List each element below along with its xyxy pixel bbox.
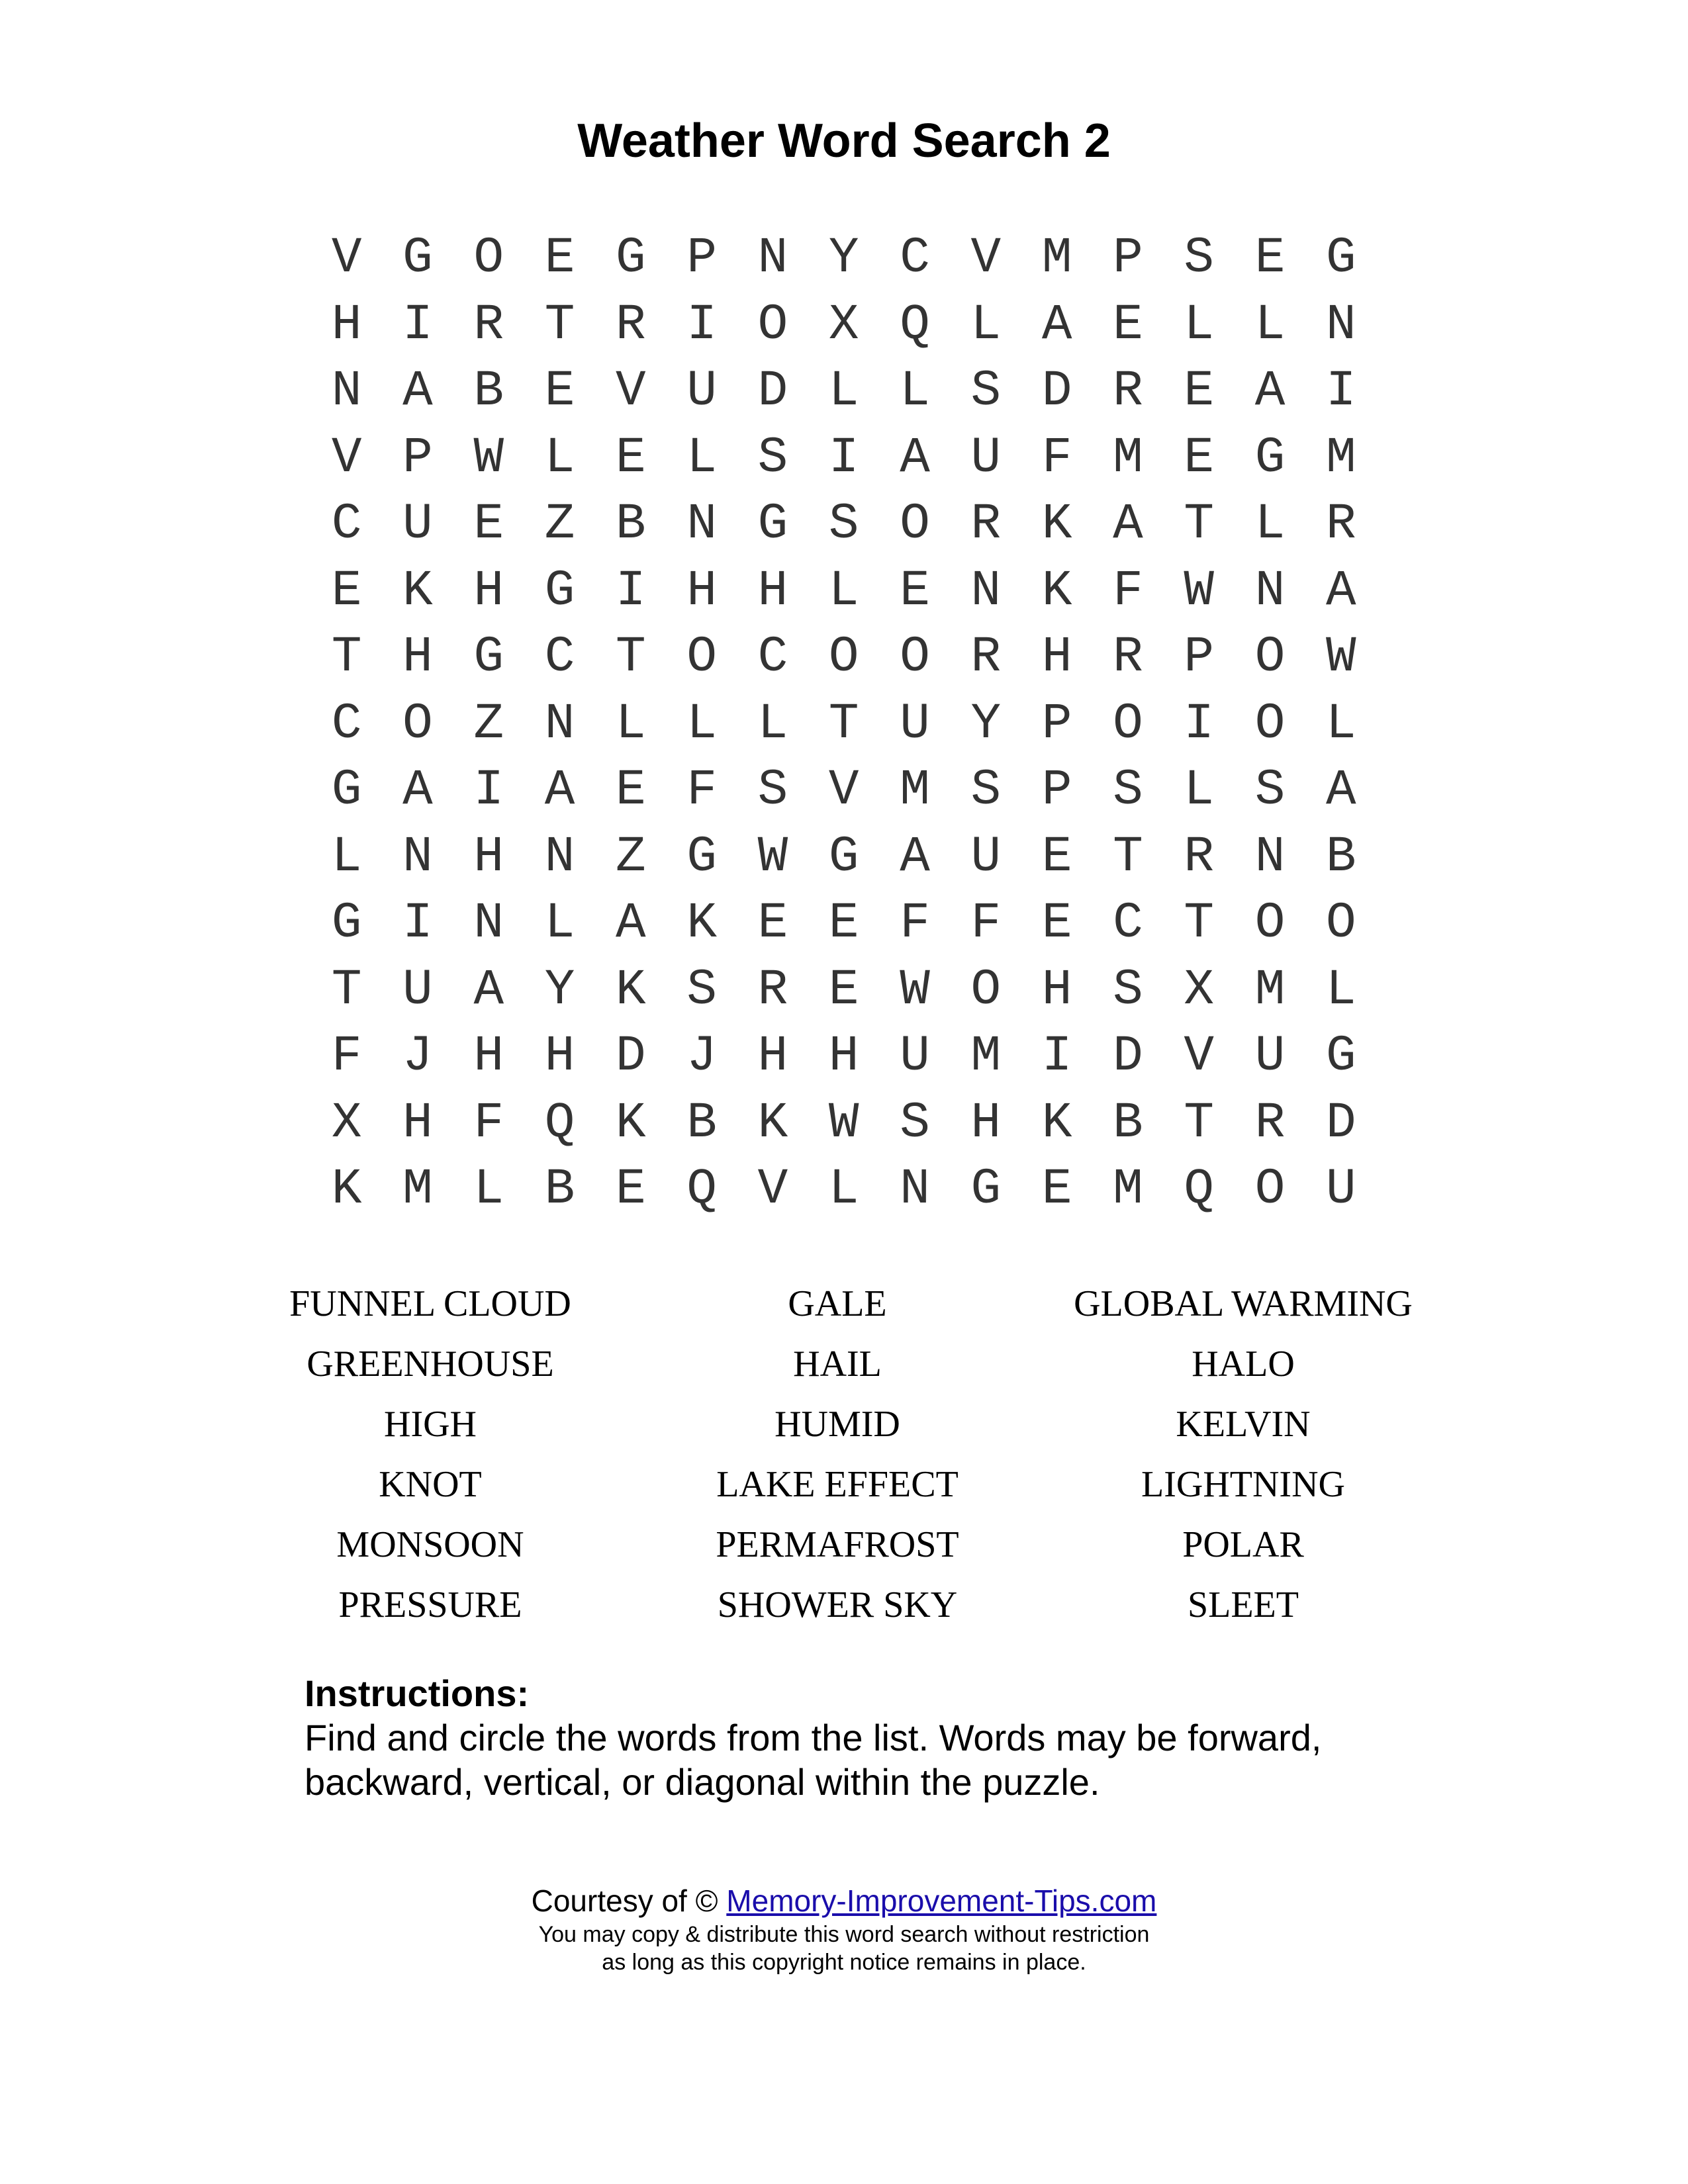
grid-letter: L — [970, 296, 1002, 353]
grid-letter: K — [331, 1161, 362, 1218]
grid-letter: D — [1041, 363, 1072, 420]
grid-letter: F — [900, 895, 930, 952]
grid-letter: R — [1326, 496, 1356, 553]
grid-letter: G — [1326, 1028, 1356, 1085]
grid-letter: R — [757, 961, 788, 1019]
grid-letter: G — [331, 895, 362, 952]
grid-letter: P — [402, 429, 433, 486]
grid-letter: R — [473, 296, 504, 353]
grid-letter: Y — [544, 961, 575, 1019]
grid-letter: O — [1254, 1161, 1286, 1218]
grid-letter: S — [1254, 762, 1286, 819]
grid-letter: H — [473, 1028, 504, 1085]
instructions-heading: Instructions: — [305, 1672, 530, 1714]
grid-letter: S — [900, 1094, 930, 1152]
grid-letter: U — [900, 1028, 930, 1085]
grid-letter: Z — [544, 496, 575, 553]
grid-letter: L — [828, 562, 859, 619]
grid-row — [311, 425, 1377, 492]
grid-letter: L — [828, 363, 859, 420]
grid-letter: G — [1326, 230, 1356, 287]
word-list-item: GREENHOUSE — [306, 1343, 554, 1385]
grid-letter: I — [828, 429, 859, 486]
grid-letter: E — [473, 496, 504, 553]
grid-letter: I — [1326, 363, 1356, 420]
grid-letter: H — [828, 1028, 859, 1085]
grid-letter: H — [402, 629, 433, 686]
grid-letter: G — [402, 230, 433, 287]
grid-letter: O — [402, 695, 433, 752]
grid-letter: N — [544, 828, 575, 886]
grid-letter: U — [686, 363, 717, 420]
grid-letter: O — [900, 629, 930, 686]
grid-letter: L — [473, 1161, 504, 1218]
word-list-item: HALO — [1192, 1343, 1295, 1385]
word-list-row — [0, 1455, 1688, 1515]
grid-letter: Z — [473, 695, 504, 752]
grid-letter: T — [828, 695, 859, 752]
grid-letter: C — [544, 629, 575, 686]
grid-letter: D — [1113, 1028, 1143, 1085]
grid-letter: A — [1041, 296, 1072, 353]
grid-letter: L — [544, 429, 575, 486]
grid-letter: M — [970, 1028, 1002, 1085]
grid-letter: B — [616, 496, 646, 553]
grid-letter: A — [402, 363, 433, 420]
grid-letter: F — [686, 762, 717, 819]
grid-letter: D — [757, 363, 788, 420]
grid-row — [311, 1023, 1377, 1090]
grid-letter: S — [970, 363, 1002, 420]
grid-letter: N — [544, 695, 575, 752]
grid-letter: I — [473, 762, 504, 819]
grid-letter: C — [1113, 895, 1143, 952]
grid-letter: U — [1254, 1028, 1286, 1085]
grid-letter: W — [1184, 562, 1215, 619]
grid-letter: V — [970, 230, 1002, 287]
word-list-item: GLOBAL WARMING — [1074, 1283, 1413, 1324]
grid-letter: K — [757, 1094, 788, 1152]
grid-letter: R — [970, 496, 1002, 553]
grid-letter: K — [616, 1094, 646, 1152]
grid-letter: L — [1184, 296, 1215, 353]
grid-letter: D — [1326, 1094, 1356, 1152]
grid-letter: O — [686, 629, 717, 686]
grid-letter: I — [686, 296, 717, 353]
courtesy-link[interactable]: Memory-Improvement-Tips.com — [726, 1884, 1157, 1918]
grid-row — [311, 691, 1377, 758]
word-list-row — [0, 1274, 1688, 1334]
grid-letter: O — [1254, 695, 1286, 752]
grid-letter: A — [1326, 562, 1356, 619]
grid-letter: N — [1254, 828, 1286, 886]
grid-letter: L — [544, 895, 575, 952]
grid-letter: R — [1254, 1094, 1286, 1152]
grid-letter: M — [402, 1161, 433, 1218]
grid-letter: Q — [544, 1094, 575, 1152]
grid-letter: L — [757, 695, 788, 752]
grid-letter: G — [757, 496, 788, 553]
grid-letter: K — [1041, 1094, 1072, 1152]
grid-letter: V — [828, 762, 859, 819]
grid-letter: Q — [1184, 1161, 1215, 1218]
grid-letter: A — [473, 961, 504, 1019]
grid-row — [311, 824, 1377, 891]
word-list-row — [0, 1394, 1688, 1455]
grid-letter: S — [1113, 961, 1143, 1019]
grid-letter: G — [970, 1161, 1002, 1218]
grid-letter: E — [757, 895, 788, 952]
grid-letter: T — [331, 629, 362, 686]
grid-letter: N — [970, 562, 1002, 619]
instructions-body: Find and circle the words from the list. Words may be forward, backward, vertical, or diagonal within the puzzle. — [305, 1717, 1322, 1803]
grid-letter: E — [616, 429, 646, 486]
grid-letter: F — [473, 1094, 504, 1152]
grid-letter: M — [1254, 961, 1286, 1019]
word-list-item: KNOT — [379, 1464, 482, 1505]
grid-letter: J — [402, 1028, 433, 1085]
footer — [0, 1881, 1688, 1976]
grid-letter: A — [900, 429, 930, 486]
grid-letter: S — [1184, 230, 1215, 287]
grid-letter: N — [402, 828, 433, 886]
grid-letter: A — [900, 828, 930, 886]
grid-letter: E — [616, 762, 646, 819]
grid-letter: L — [900, 363, 930, 420]
grid-letter: U — [900, 695, 930, 752]
grid-letter: U — [402, 961, 433, 1019]
grid-letter: G — [828, 828, 859, 886]
grid-letter: K — [1041, 562, 1072, 619]
grid-row — [311, 624, 1377, 691]
grid-letter: V — [616, 363, 646, 420]
copyright-notice-line-1: You may copy & distribute this word search without restriction — [538, 1922, 1150, 1947]
grid-row — [311, 558, 1377, 625]
grid-letter: A — [402, 762, 433, 819]
grid-row — [311, 757, 1377, 824]
grid-letter: S — [1113, 762, 1143, 819]
grid-letter: P — [686, 230, 717, 287]
grid-letter: H — [331, 296, 362, 353]
word-list-item: LIGHTNING — [1141, 1464, 1345, 1505]
grid-letter: L — [1326, 961, 1356, 1019]
grid-letter: L — [686, 429, 717, 486]
grid-row — [311, 292, 1377, 359]
grid-letter: L — [1254, 496, 1286, 553]
grid-letter: S — [686, 961, 717, 1019]
grid-letter: H — [757, 562, 788, 619]
grid-letter: F — [1113, 562, 1143, 619]
word-list-item: GALE — [788, 1283, 887, 1324]
grid-letter: E — [828, 961, 859, 1019]
grid-letter: P — [1184, 629, 1215, 686]
grid-letter: E — [1041, 828, 1072, 886]
grid-letter: Y — [970, 695, 1002, 752]
grid-row — [311, 1090, 1377, 1157]
word-list-item: HIGH — [384, 1404, 477, 1445]
grid-letter: O — [473, 230, 504, 287]
grid-letter: T — [1184, 895, 1215, 952]
grid-letter: R — [1113, 363, 1143, 420]
word-list-item: LAKE EFFECT — [716, 1464, 959, 1505]
grid-letter: N — [331, 363, 362, 420]
grid-letter: H — [1041, 629, 1072, 686]
grid-letter: R — [970, 629, 1002, 686]
grid-row — [311, 1156, 1377, 1223]
grid-letter: I — [616, 562, 646, 619]
grid-letter: T — [331, 961, 362, 1019]
grid-letter: U — [970, 429, 1002, 486]
word-list-item: KELVIN — [1176, 1404, 1311, 1445]
grid-letter: P — [1041, 695, 1072, 752]
grid-letter: H — [1041, 961, 1072, 1019]
grid-letter: M — [1113, 1161, 1143, 1218]
grid-letter: T — [1184, 1094, 1215, 1152]
grid-letter: K — [402, 562, 433, 619]
grid-letter: K — [1041, 496, 1072, 553]
grid-letter: O — [1113, 695, 1143, 752]
grid-letter: C — [331, 496, 362, 553]
grid-letter: F — [1041, 429, 1072, 486]
instructions — [305, 1671, 1430, 1804]
grid-row — [311, 225, 1377, 292]
grid-letter: E — [900, 562, 930, 619]
grid-letter: B — [473, 363, 504, 420]
grid-letter: G — [544, 562, 575, 619]
grid-letter: X — [828, 296, 859, 353]
grid-letter: X — [331, 1094, 362, 1152]
grid-letter: M — [1113, 429, 1143, 486]
grid-letter: W — [1326, 629, 1356, 686]
word-search-grid — [311, 225, 1377, 1223]
grid-letter: T — [1113, 828, 1143, 886]
grid-letter: O — [970, 961, 1002, 1019]
grid-letter: B — [544, 1161, 575, 1218]
grid-letter: W — [900, 961, 930, 1019]
grid-letter: V — [331, 230, 362, 287]
grid-letter: E — [1113, 296, 1143, 353]
grid-letter: C — [331, 695, 362, 752]
word-list-item: POLAR — [1182, 1524, 1304, 1565]
grid-letter: K — [616, 961, 646, 1019]
word-list-item: MONSOON — [336, 1524, 524, 1565]
grid-letter: H — [970, 1094, 1002, 1152]
grid-letter: V — [1184, 1028, 1215, 1085]
grid-letter: B — [686, 1094, 717, 1152]
grid-letter: N — [900, 1161, 930, 1218]
word-list-row — [0, 1515, 1688, 1575]
grid-letter: U — [402, 496, 433, 553]
grid-letter: E — [616, 1161, 646, 1218]
grid-letter: L — [686, 695, 717, 752]
grid-letter: A — [544, 762, 575, 819]
grid-letter: R — [1184, 828, 1215, 886]
grid-letter: E — [1041, 895, 1072, 952]
word-list-item: HUMID — [774, 1404, 900, 1445]
grid-letter: E — [331, 562, 362, 619]
grid-letter: H — [402, 1094, 433, 1152]
grid-letter: M — [1041, 230, 1072, 287]
grid-letter: O — [757, 296, 788, 353]
grid-letter: R — [616, 296, 646, 353]
grid-letter: L — [828, 1161, 859, 1218]
grid-letter: W — [757, 828, 788, 886]
grid-letter: S — [970, 762, 1002, 819]
grid-letter: P — [1041, 762, 1072, 819]
grid-letter: N — [1326, 296, 1356, 353]
grid-letter: Z — [616, 828, 646, 886]
word-list-item: PRESSURE — [338, 1584, 522, 1625]
grid-letter: G — [473, 629, 504, 686]
word-list-row — [0, 1334, 1688, 1394]
grid-letter: O — [900, 496, 930, 553]
grid-letter: G — [1254, 429, 1286, 486]
grid-letter: W — [473, 429, 504, 486]
grid-letter: U — [970, 828, 1002, 886]
grid-letter: G — [686, 828, 717, 886]
grid-letter: E — [544, 363, 575, 420]
grid-letter: O — [1254, 629, 1286, 686]
grid-letter: L — [1254, 296, 1286, 353]
grid-letter: S — [828, 496, 859, 553]
word-list-item: SLEET — [1188, 1584, 1299, 1625]
grid-letter: H — [757, 1028, 788, 1085]
grid-letter: L — [616, 695, 646, 752]
grid-letter: Q — [686, 1161, 717, 1218]
grid-row — [311, 491, 1377, 558]
grid-letter: F — [970, 895, 1002, 952]
grid-letter: V — [757, 1161, 788, 1218]
grid-letter: T — [616, 629, 646, 686]
grid-letter: N — [757, 230, 788, 287]
grid-letter: H — [544, 1028, 575, 1085]
grid-letter: O — [1326, 895, 1356, 952]
grid-letter: I — [1041, 1028, 1072, 1085]
grid-letter: E — [1041, 1161, 1072, 1218]
word-list-item: HAIL — [793, 1343, 882, 1385]
grid-letter: W — [828, 1094, 859, 1152]
grid-letter: A — [1113, 496, 1143, 553]
grid-letter: P — [1113, 230, 1143, 287]
grid-letter: N — [473, 895, 504, 952]
grid-letter: H — [473, 562, 504, 619]
grid-letter: N — [686, 496, 717, 553]
copyright-notice-line-2: as long as this copyright notice remains in place. — [602, 1950, 1086, 1975]
grid-letter: E — [828, 895, 859, 952]
word-list-row — [0, 1575, 1688, 1635]
grid-letter: L — [331, 828, 362, 886]
grid-letter: E — [1184, 429, 1215, 486]
word-list-item: FUNNEL CLOUD — [289, 1283, 571, 1324]
grid-letter: E — [1254, 230, 1286, 287]
grid-letter: K — [686, 895, 717, 952]
word-list-item: PERMAFROST — [716, 1524, 959, 1565]
grid-letter: S — [757, 429, 788, 486]
grid-letter: D — [616, 1028, 646, 1085]
grid-letter: N — [1254, 562, 1286, 619]
grid-letter: L — [1184, 762, 1215, 819]
grid-letter: E — [1184, 363, 1215, 420]
grid-letter: A — [1254, 363, 1286, 420]
grid-letter: M — [900, 762, 930, 819]
grid-letter: S — [757, 762, 788, 819]
grid-letter: G — [616, 230, 646, 287]
grid-letter: H — [686, 562, 717, 619]
word-list-item: SHOWER SKY — [717, 1584, 958, 1625]
grid-letter: U — [1326, 1161, 1356, 1218]
grid-letter: O — [828, 629, 859, 686]
grid-letter: B — [1113, 1094, 1143, 1152]
page-title: Weather Word Search 2 — [577, 114, 1111, 167]
grid-letter: Q — [900, 296, 930, 353]
grid-letter: E — [544, 230, 575, 287]
word-list — [0, 1274, 1688, 1635]
grid-letter: G — [331, 762, 362, 819]
grid-letter: A — [1326, 762, 1356, 819]
grid-letter: Y — [828, 230, 859, 287]
grid-letter: H — [473, 828, 504, 886]
grid-letter: J — [686, 1028, 717, 1085]
courtesy-line — [0, 1881, 1688, 1921]
grid-letter: C — [757, 629, 788, 686]
grid-row — [311, 957, 1377, 1024]
grid-letter: L — [1326, 695, 1356, 752]
grid-letter: B — [1326, 828, 1356, 886]
grid-letter: O — [1254, 895, 1286, 952]
grid-letter: X — [1184, 961, 1215, 1019]
grid-letter: R — [1113, 629, 1143, 686]
grid-letter: I — [402, 296, 433, 353]
grid-letter: A — [616, 895, 646, 952]
grid-row — [311, 890, 1377, 957]
grid-letter: C — [900, 230, 930, 287]
grid-letter: T — [544, 296, 575, 353]
grid-letter: I — [402, 895, 433, 952]
grid-letter: T — [1184, 496, 1215, 553]
grid-letter: V — [331, 429, 362, 486]
courtesy-prefix: Courtesy of © — [531, 1884, 727, 1918]
grid-row — [311, 358, 1377, 425]
grid-letter: M — [1326, 429, 1356, 486]
grid-letter: F — [331, 1028, 362, 1085]
grid-letter: I — [1184, 695, 1215, 752]
